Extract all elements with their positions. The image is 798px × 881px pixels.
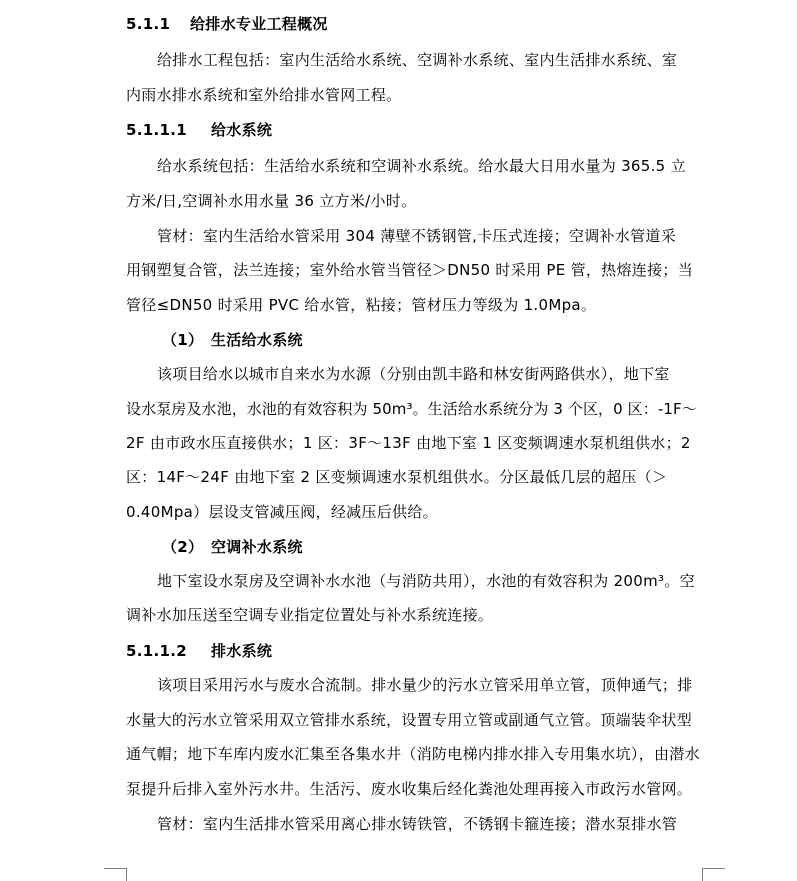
crop-mark-left xyxy=(104,868,127,881)
subheading-2-number: （2） xyxy=(162,538,204,556)
drainage-line-1: 该项目采用污水与废水合流制。排水量少的污水立管采用单立管，顶伸通气；排 xyxy=(157,676,693,694)
ac-makeup-line-1: 地下室设水泵房及空调补水水池（与消防共用），水池的有效容积为 200m³。空 xyxy=(157,572,695,590)
heading-5-1-1-1-number: 5.1.1.1 xyxy=(126,121,187,139)
domestic-line-4: 区：14F～24F 由地下室 2 区变频调速水泵机组供水。分区最低几层的超压（＞ xyxy=(126,468,668,486)
water-supply-line-2: 方米/日,空调补水用水量 36 立方米/小时。 xyxy=(126,192,417,210)
water-supply-line-1: 给水系统包括：生活给水系统和空调补水系统。给水最大日用水量为 365.5 立 xyxy=(157,157,686,175)
subheading-1-title: 生活给水系统 xyxy=(211,331,303,349)
drainage-line-4: 泵提升后排入室外污水井。生活污、废水收集后经化粪池处理再接入市政污水管网。 xyxy=(126,780,693,798)
heading-5-1-1-number: 5.1.1 xyxy=(126,15,171,33)
heading-5-1-1-1-title: 给水系统 xyxy=(211,121,273,139)
subheading-2-title: 空调补水系统 xyxy=(211,538,303,556)
intro-line-1: 给排水工程包括：室内生活给水系统、空调补水系统、室内生活排水系统、室 xyxy=(157,51,678,69)
drainage-line-2: 水量大的污水立管采用双立管排水系统，设置专用立管或副通气立管。顶端装伞状型 xyxy=(126,711,693,729)
drainage-line-3: 通气帽；地下车库内废水汇集至各集水井（消防电梯内排水排入专用集水坑），由潜水 xyxy=(126,745,700,763)
heading-5-1-1-2-number: 5.1.1.2 xyxy=(126,642,187,660)
heading-5-1-1-2-title: 排水系统 xyxy=(211,642,273,660)
heading-5-1-1-title: 给排水专业工程概况 xyxy=(190,15,328,33)
domestic-line-2: 设水泵房及水池，水池的有效容积为 50m³。生活给水系统分为 3 个区，0 区：-1F～ xyxy=(126,400,697,418)
pipe-material-line-1: 管材：室内生活给水管采用 304 薄壁不锈钢管,卡压式连接；空调补水管道采 xyxy=(157,227,677,245)
subheading-1-number: （1） xyxy=(162,331,204,349)
domestic-line-3: 2F 由市政水压直接供水；1 区：3F～13F 由地下室 1 区变频调速水泵机组供水；2 xyxy=(126,434,691,452)
pipe-material-line-3: 管径≤DN50 时采用 PVC 给水管，粘接；管材压力等级为 1.0Mpa。 xyxy=(126,296,597,314)
drain-material-line-1: 管材：室内生活排水管采用离心排水铸铁管，不锈钢卡箍连接；潜水泵排水管 xyxy=(157,815,678,833)
ac-makeup-line-2: 调补水加压送至空调专业指定位置处与补水系统连接。 xyxy=(126,606,494,624)
domestic-line-1: 该项目给水以城市自来水为水源（分别由凯丰路和林安街两路供水），地下室 xyxy=(157,365,670,383)
pipe-material-line-2: 用钢塑复合管，法兰连接；室外给水管当管径＞DN50 时采用 PE 管，热熔连接；当 xyxy=(126,261,693,279)
crop-mark-right xyxy=(702,868,725,881)
domestic-line-5: 0.40Mpa）层设支管减压阀，经减压后供给。 xyxy=(126,503,438,521)
intro-line-2: 内雨水排水系统和室外给排水管网工程。 xyxy=(126,86,402,104)
